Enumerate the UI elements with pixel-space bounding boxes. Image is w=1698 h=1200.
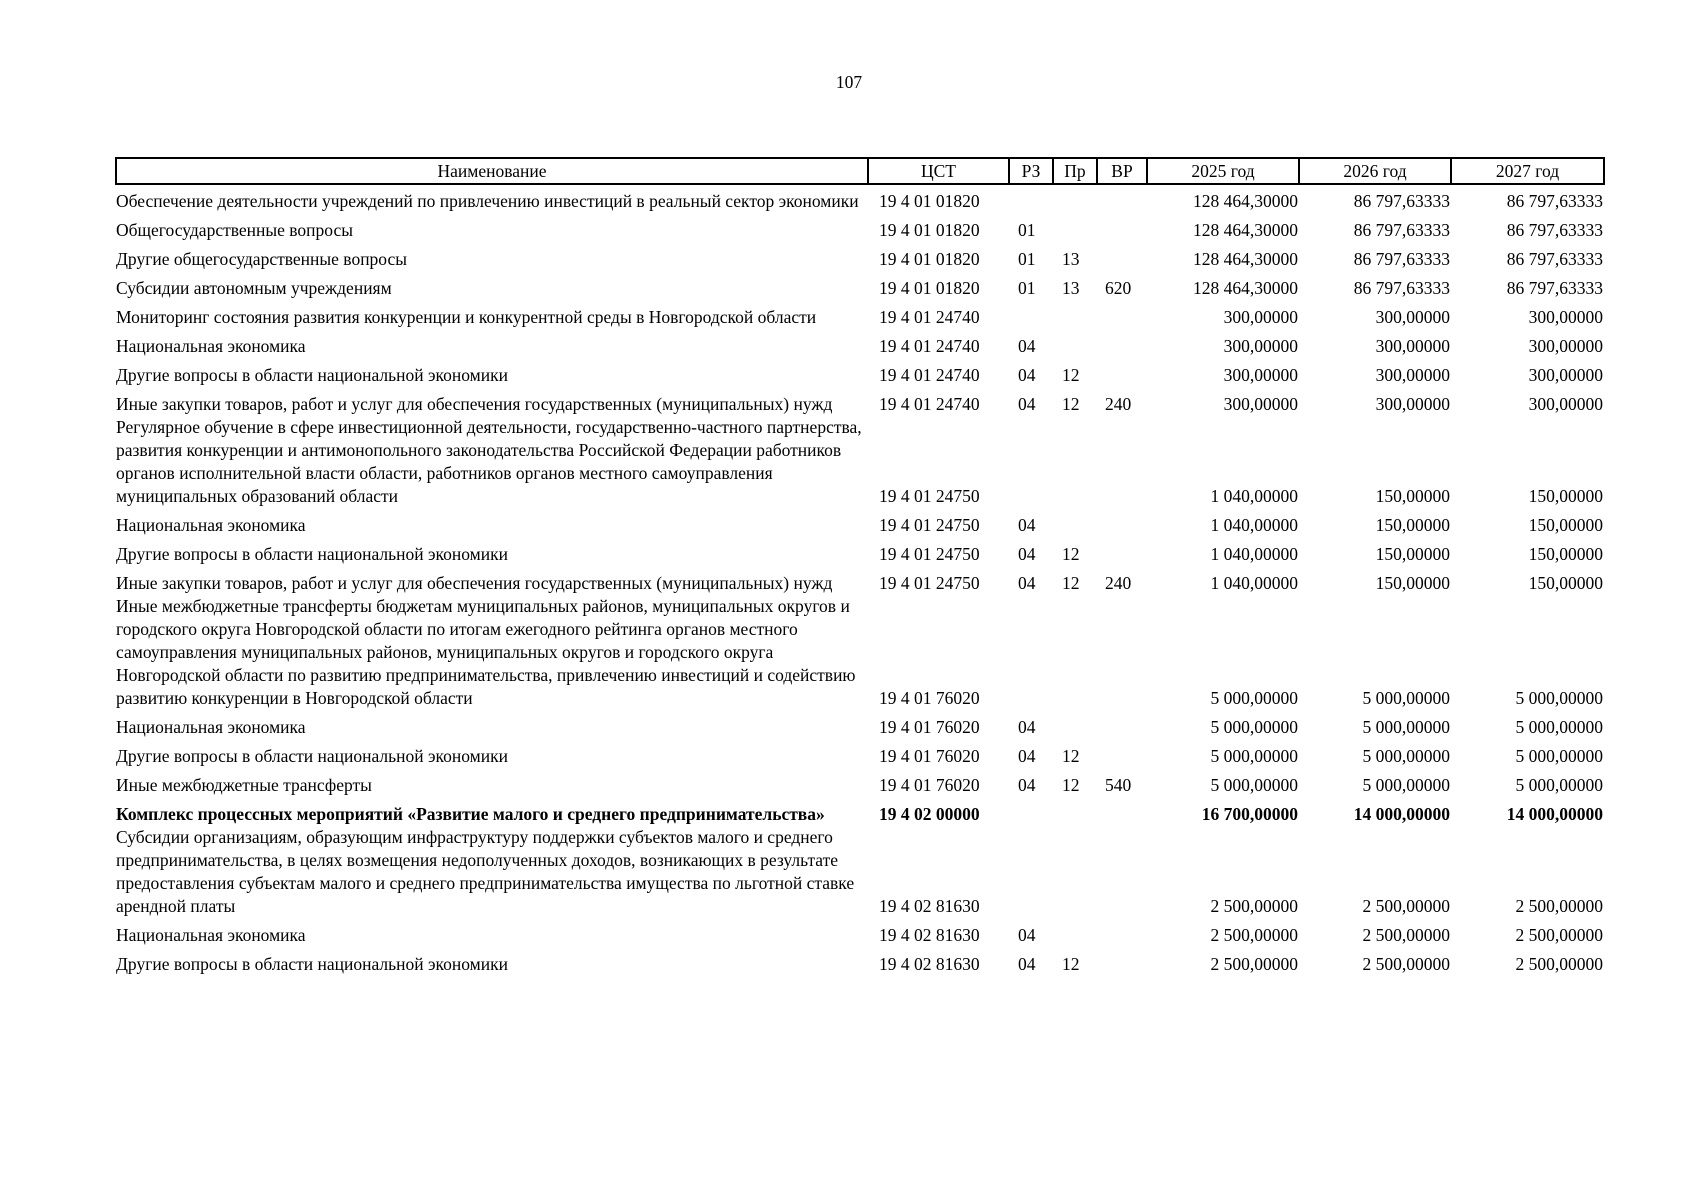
- row-vr: [1097, 300, 1147, 329]
- budget-table: [115, 157, 1605, 976]
- row-vr: [1097, 329, 1147, 358]
- header-row: [116, 158, 1604, 184]
- table-row: [116, 797, 1604, 826]
- row-name: Комплекс процессных мероприятий «Развитие малого и среднего предпринимательства»: [116, 804, 825, 824]
- row-cst: 19 4 01 01820: [879, 278, 980, 298]
- row-amount-2027: 300,00000: [1528, 394, 1603, 414]
- table-row: [116, 595, 1604, 710]
- row-amount-2027: 150,00000: [1528, 544, 1603, 564]
- row-cst: 19 4 01 76020: [879, 746, 980, 766]
- row-rz: 01: [1018, 220, 1036, 240]
- row-vr: [1097, 826, 1147, 918]
- row-pr: [1053, 918, 1097, 947]
- table-row: [116, 710, 1604, 739]
- row-vr: 240: [1105, 394, 1132, 414]
- row-amount-2025: 300,00000: [1223, 394, 1298, 414]
- row-cst: 19 4 01 24750: [879, 544, 980, 564]
- table-row: [116, 271, 1604, 300]
- row-pr: 13: [1062, 249, 1080, 269]
- table-row: [116, 826, 1604, 918]
- row-pr: 12: [1062, 573, 1080, 593]
- row-cst: 19 4 01 24740: [879, 336, 980, 356]
- row-rz: 04: [1018, 746, 1036, 766]
- row-pr: 13: [1062, 278, 1080, 298]
- row-amount-2027: 86 797,63333: [1506, 220, 1603, 240]
- header-rz: РЗ: [1009, 158, 1053, 184]
- row-amount-2026: 14 000,00000: [1353, 804, 1450, 824]
- row-amount-2026: 5 000,00000: [1362, 775, 1450, 795]
- row-cst: 19 4 02 00000: [879, 804, 980, 824]
- row-name: Мониторинг состояния развития конкуренции и конкурентной среды в Новгородской области: [116, 307, 817, 327]
- row-cst: 19 4 01 24750: [879, 486, 980, 506]
- row-amount-2026: 5 000,00000: [1362, 717, 1450, 737]
- row-rz: 04: [1018, 336, 1036, 356]
- row-pr: [1053, 213, 1097, 242]
- row-amount-2026: 150,00000: [1375, 544, 1450, 564]
- row-cst: 19 4 01 24740: [879, 307, 980, 327]
- row-cst: 19 4 02 81630: [879, 925, 980, 945]
- row-pr: [1053, 508, 1097, 537]
- row-name: Субсидии автономным учреждениям: [116, 278, 392, 298]
- row-amount-2025: 128 464,30000: [1193, 220, 1298, 240]
- row-rz: 04: [1018, 954, 1036, 974]
- row-cst: 19 4 02 81630: [879, 954, 980, 974]
- row-pr: [1053, 416, 1097, 508]
- row-amount-2025: 300,00000: [1223, 336, 1298, 356]
- row-pr: [1053, 826, 1097, 918]
- row-amount-2025: 1 040,00000: [1210, 486, 1298, 506]
- row-vr: 540: [1105, 775, 1132, 795]
- row-vr: [1097, 508, 1147, 537]
- row-vr: 240: [1105, 573, 1132, 593]
- row-name: Другие вопросы в области национальной экономики: [116, 746, 508, 766]
- row-pr: [1053, 300, 1097, 329]
- row-amount-2027: 86 797,63333: [1506, 191, 1603, 211]
- row-rz: 04: [1018, 544, 1036, 564]
- row-amount-2025: 5 000,00000: [1210, 688, 1298, 708]
- table-row: [116, 918, 1604, 947]
- row-cst: 19 4 01 76020: [879, 717, 980, 737]
- row-rz: [1009, 416, 1053, 508]
- page-number: 107: [835, 72, 863, 92]
- row-amount-2025: 5 000,00000: [1210, 717, 1298, 737]
- row-amount-2027: 150,00000: [1528, 573, 1603, 593]
- row-pr: 12: [1062, 746, 1080, 766]
- row-amount-2026: 5 000,00000: [1362, 746, 1450, 766]
- row-amount-2026: 2 500,00000: [1362, 925, 1450, 945]
- row-rz: 04: [1018, 573, 1036, 593]
- row-vr: [1097, 242, 1147, 271]
- row-amount-2026: 2 500,00000: [1362, 896, 1450, 916]
- row-amount-2027: 300,00000: [1528, 365, 1603, 385]
- row-pr: [1053, 595, 1097, 710]
- row-pr: [1053, 329, 1097, 358]
- row-pr: 12: [1062, 954, 1080, 974]
- row-name: Другие общегосударственные вопросы: [116, 249, 408, 269]
- table-row: [116, 508, 1604, 537]
- row-vr: [1097, 947, 1147, 976]
- row-rz: 04: [1018, 515, 1036, 535]
- header-2025: 2025 год: [1147, 158, 1299, 184]
- row-amount-2027: 5 000,00000: [1515, 746, 1603, 766]
- row-name: Иные закупки товаров, работ и услуг для обеспечения государственных (муниципальных) нужд: [116, 573, 833, 593]
- table-row: [116, 768, 1604, 797]
- row-amount-2027: 2 500,00000: [1515, 954, 1603, 974]
- row-pr: [1053, 710, 1097, 739]
- row-amount-2025: 300,00000: [1223, 307, 1298, 327]
- row-amount-2025: 5 000,00000: [1210, 775, 1298, 795]
- row-cst: 19 4 01 24740: [879, 365, 980, 385]
- row-amount-2027: 5 000,00000: [1515, 775, 1603, 795]
- row-name: Национальная экономика: [116, 717, 306, 737]
- row-cst: 19 4 01 76020: [879, 775, 980, 795]
- row-vr: [1097, 358, 1147, 387]
- row-name: Обеспечение деятельности учреждений по привлечению инвестиций в реальный сектор экономики: [116, 191, 859, 211]
- row-cst: 19 4 01 24750: [879, 573, 980, 593]
- row-rz: 04: [1018, 717, 1036, 737]
- row-amount-2027: 150,00000: [1528, 486, 1603, 506]
- row-name: Общегосударственные вопросы: [116, 220, 354, 240]
- row-amount-2026: 86 797,63333: [1353, 220, 1450, 240]
- row-cst: 19 4 01 01820: [879, 249, 980, 269]
- header-2027: 2027 год: [1451, 158, 1604, 184]
- row-vr: [1097, 797, 1147, 826]
- row-rz: [1009, 300, 1053, 329]
- row-amount-2025: 300,00000: [1223, 365, 1298, 385]
- row-amount-2026: 150,00000: [1375, 486, 1450, 506]
- row-amount-2025: 1 040,00000: [1210, 515, 1298, 535]
- row-name: Субсидии организациям, образующим инфраструктуру поддержки субъектов малого и среднего предпринимательства, в целях возмещения недополученных доходов, возникающих в результате предоставления субъектам малого и среднего предпринимательства имущества по льготной ставке арендной платы: [116, 827, 855, 916]
- row-name: Другие вопросы в области национальной экономики: [116, 365, 508, 385]
- row-amount-2026: 300,00000: [1375, 365, 1450, 385]
- row-amount-2027: 300,00000: [1528, 307, 1603, 327]
- row-vr: [1097, 710, 1147, 739]
- row-pr: 12: [1062, 365, 1080, 385]
- row-pr: [1053, 797, 1097, 826]
- row-amount-2025: 128 464,30000: [1193, 191, 1298, 211]
- table-body: [116, 184, 1604, 976]
- row-amount-2025: 2 500,00000: [1210, 954, 1298, 974]
- row-vr: [1097, 184, 1147, 213]
- row-rz: 04: [1018, 394, 1036, 414]
- row-name: Иные закупки товаров, работ и услуг для обеспечения государственных (муниципальных) нужд: [116, 394, 833, 414]
- table-row: [116, 537, 1604, 566]
- row-vr: [1097, 537, 1147, 566]
- row-amount-2027: 86 797,63333: [1506, 249, 1603, 269]
- row-name: Другие вопросы в области национальной экономики: [116, 544, 508, 564]
- row-amount-2026: 300,00000: [1375, 307, 1450, 327]
- row-name: Другие вопросы в области национальной экономики: [116, 954, 508, 974]
- row-rz: [1009, 595, 1053, 710]
- row-name: Национальная экономика: [116, 925, 306, 945]
- table-row: [116, 739, 1604, 768]
- row-pr: 12: [1062, 394, 1080, 414]
- table-row: [116, 242, 1604, 271]
- row-cst: 19 4 01 24740: [879, 394, 980, 414]
- row-amount-2026: 150,00000: [1375, 515, 1450, 535]
- row-amount-2026: 2 500,00000: [1362, 954, 1450, 974]
- header-pr: Пр: [1053, 158, 1097, 184]
- row-pr: 12: [1062, 544, 1080, 564]
- row-amount-2025: 1 040,00000: [1210, 544, 1298, 564]
- row-rz: [1009, 797, 1053, 826]
- row-amount-2027: 2 500,00000: [1515, 925, 1603, 945]
- header-2026: 2026 год: [1299, 158, 1451, 184]
- row-name: Регулярное обучение в сфере инвестиционной деятельности, государственно-частного партнерства, развития конкуренции и антимонопольного законодательства Российской Федерации работников органов исполнительной власти области, работников органов местного самоуправления муниципальных образований области: [116, 417, 862, 506]
- row-vr: [1097, 416, 1147, 508]
- row-rz: 01: [1018, 249, 1036, 269]
- row-name: Национальная экономика: [116, 336, 306, 356]
- row-amount-2026: 5 000,00000: [1362, 688, 1450, 708]
- row-amount-2026: 86 797,63333: [1353, 278, 1450, 298]
- row-rz: 01: [1018, 278, 1036, 298]
- table-row: [116, 358, 1604, 387]
- row-amount-2026: 300,00000: [1375, 336, 1450, 356]
- row-cst: 19 4 01 76020: [879, 688, 980, 708]
- row-rz: 04: [1018, 925, 1036, 945]
- row-rz: [1009, 184, 1053, 213]
- row-vr: [1097, 213, 1147, 242]
- row-rz: 04: [1018, 775, 1036, 795]
- row-cst: 19 4 01 01820: [879, 191, 980, 211]
- row-amount-2027: 2 500,00000: [1515, 896, 1603, 916]
- row-amount-2027: 86 797,63333: [1506, 278, 1603, 298]
- row-vr: [1097, 918, 1147, 947]
- table-row: [116, 947, 1604, 976]
- row-vr: [1097, 595, 1147, 710]
- row-amount-2025: 128 464,30000: [1193, 249, 1298, 269]
- table-row: [116, 184, 1604, 213]
- row-amount-2025: 2 500,00000: [1210, 925, 1298, 945]
- header-name: Наименование: [116, 158, 868, 184]
- row-cst: 19 4 01 24750: [879, 515, 980, 535]
- row-amount-2027: 14 000,00000: [1506, 804, 1603, 824]
- row-amount-2026: 150,00000: [1375, 573, 1450, 593]
- row-amount-2025: 5 000,00000: [1210, 746, 1298, 766]
- row-pr: [1053, 184, 1097, 213]
- row-amount-2025: 16 700,00000: [1201, 804, 1298, 824]
- header-vr: ВР: [1097, 158, 1147, 184]
- table-row: [116, 300, 1604, 329]
- row-amount-2027: 5 000,00000: [1515, 688, 1603, 708]
- row-amount-2025: 1 040,00000: [1210, 573, 1298, 593]
- table-header: [116, 158, 1604, 184]
- row-amount-2026: 86 797,63333: [1353, 249, 1450, 269]
- table-row: [116, 566, 1604, 595]
- table-row: [116, 213, 1604, 242]
- header-cst: ЦСТ: [868, 158, 1009, 184]
- row-rz: 04: [1018, 365, 1036, 385]
- row-name: Иные межбюджетные трансферты бюджетам муниципальных районов, муниципальных округов и городского округа Новгородской области по итогам ежегодного рейтинга органов местного самоуправления муниципальных районов, муниципальных округов и городского округа Новгородской области по развитию предпринимательства, привлечению инвестиций и содействию развитию конкуренции в Новгородской области: [116, 596, 856, 708]
- row-amount-2025: 2 500,00000: [1210, 896, 1298, 916]
- row-vr: [1097, 739, 1147, 768]
- row-cst: 19 4 01 01820: [879, 220, 980, 240]
- table-row: [116, 387, 1604, 416]
- row-amount-2027: 150,00000: [1528, 515, 1603, 535]
- row-amount-2027: 5 000,00000: [1515, 717, 1603, 737]
- row-cst: 19 4 02 81630: [879, 896, 980, 916]
- table-row: [116, 329, 1604, 358]
- table-row: [116, 416, 1604, 508]
- row-pr: 12: [1062, 775, 1080, 795]
- row-vr: 620: [1105, 278, 1132, 298]
- row-amount-2027: 300,00000: [1528, 336, 1603, 356]
- row-amount-2026: 300,00000: [1375, 394, 1450, 414]
- row-name: Иные межбюджетные трансферты: [116, 775, 372, 795]
- row-name: Национальная экономика: [116, 515, 306, 535]
- row-amount-2026: 86 797,63333: [1353, 191, 1450, 211]
- row-amount-2025: 128 464,30000: [1193, 278, 1298, 298]
- row-rz: [1009, 826, 1053, 918]
